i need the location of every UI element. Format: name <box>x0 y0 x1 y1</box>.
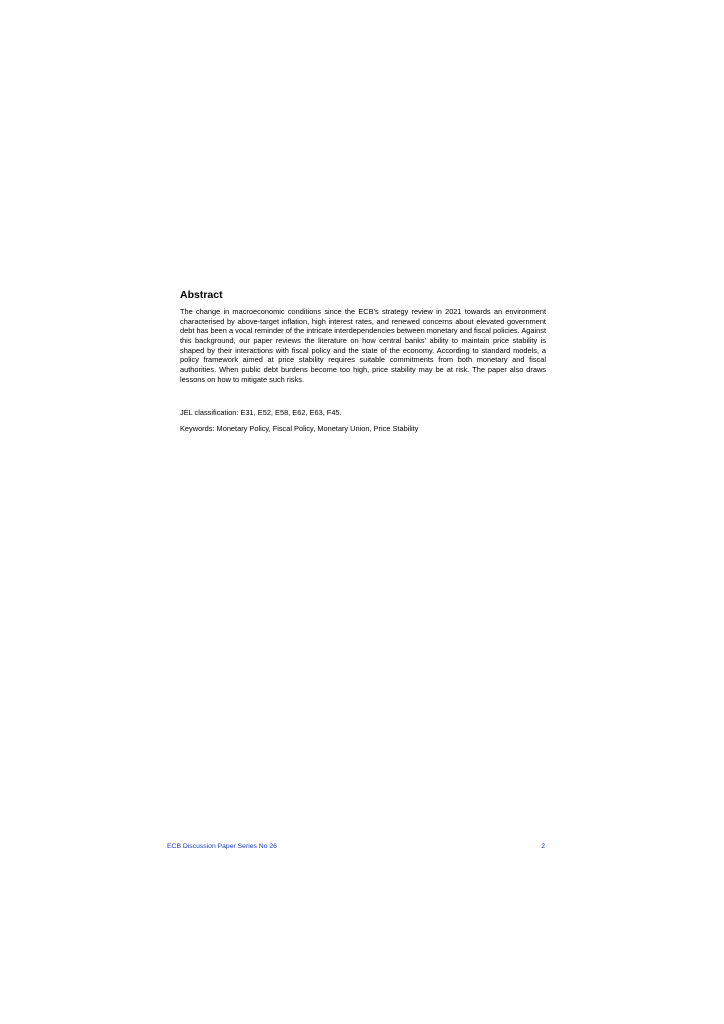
abstract-body: The change in macroeconomic conditions since the ECB’s strategy review in 2021 towards an environment characterised by above-target inflation, high interest rates, and renewed concerns about elevated government debt has been a vocal reminder of the intricate interdependencies between monetary and fiscal policies. Against this background, our paper reviews the literature on how central banks’ ability to maintain price stability is shaped by their interactions with fiscal policy and the state of the economy. According to standard models, a policy framework aimed at price stability requires suitable commitments from both monetary and fiscal authorities. When public debt burdens become too high, price stability may be at risk. The paper also draws lessons on how to mitigate such risks. <box>180 307 546 384</box>
abstract-section <box>180 289 546 434</box>
footer-series-title: ECB Discussion Paper Series No 26 <box>167 843 277 850</box>
keywords: Keywords: Monetary Policy, Fiscal Policy, Monetary Union, Price Stability <box>180 424 419 434</box>
abstract-heading: Abstract <box>180 289 223 301</box>
jel-classification: JEL classification: E31, E52, E58, E62, E63, F45. <box>180 408 342 418</box>
page-footer <box>167 842 545 851</box>
footer-page-number: 2 <box>541 843 545 850</box>
